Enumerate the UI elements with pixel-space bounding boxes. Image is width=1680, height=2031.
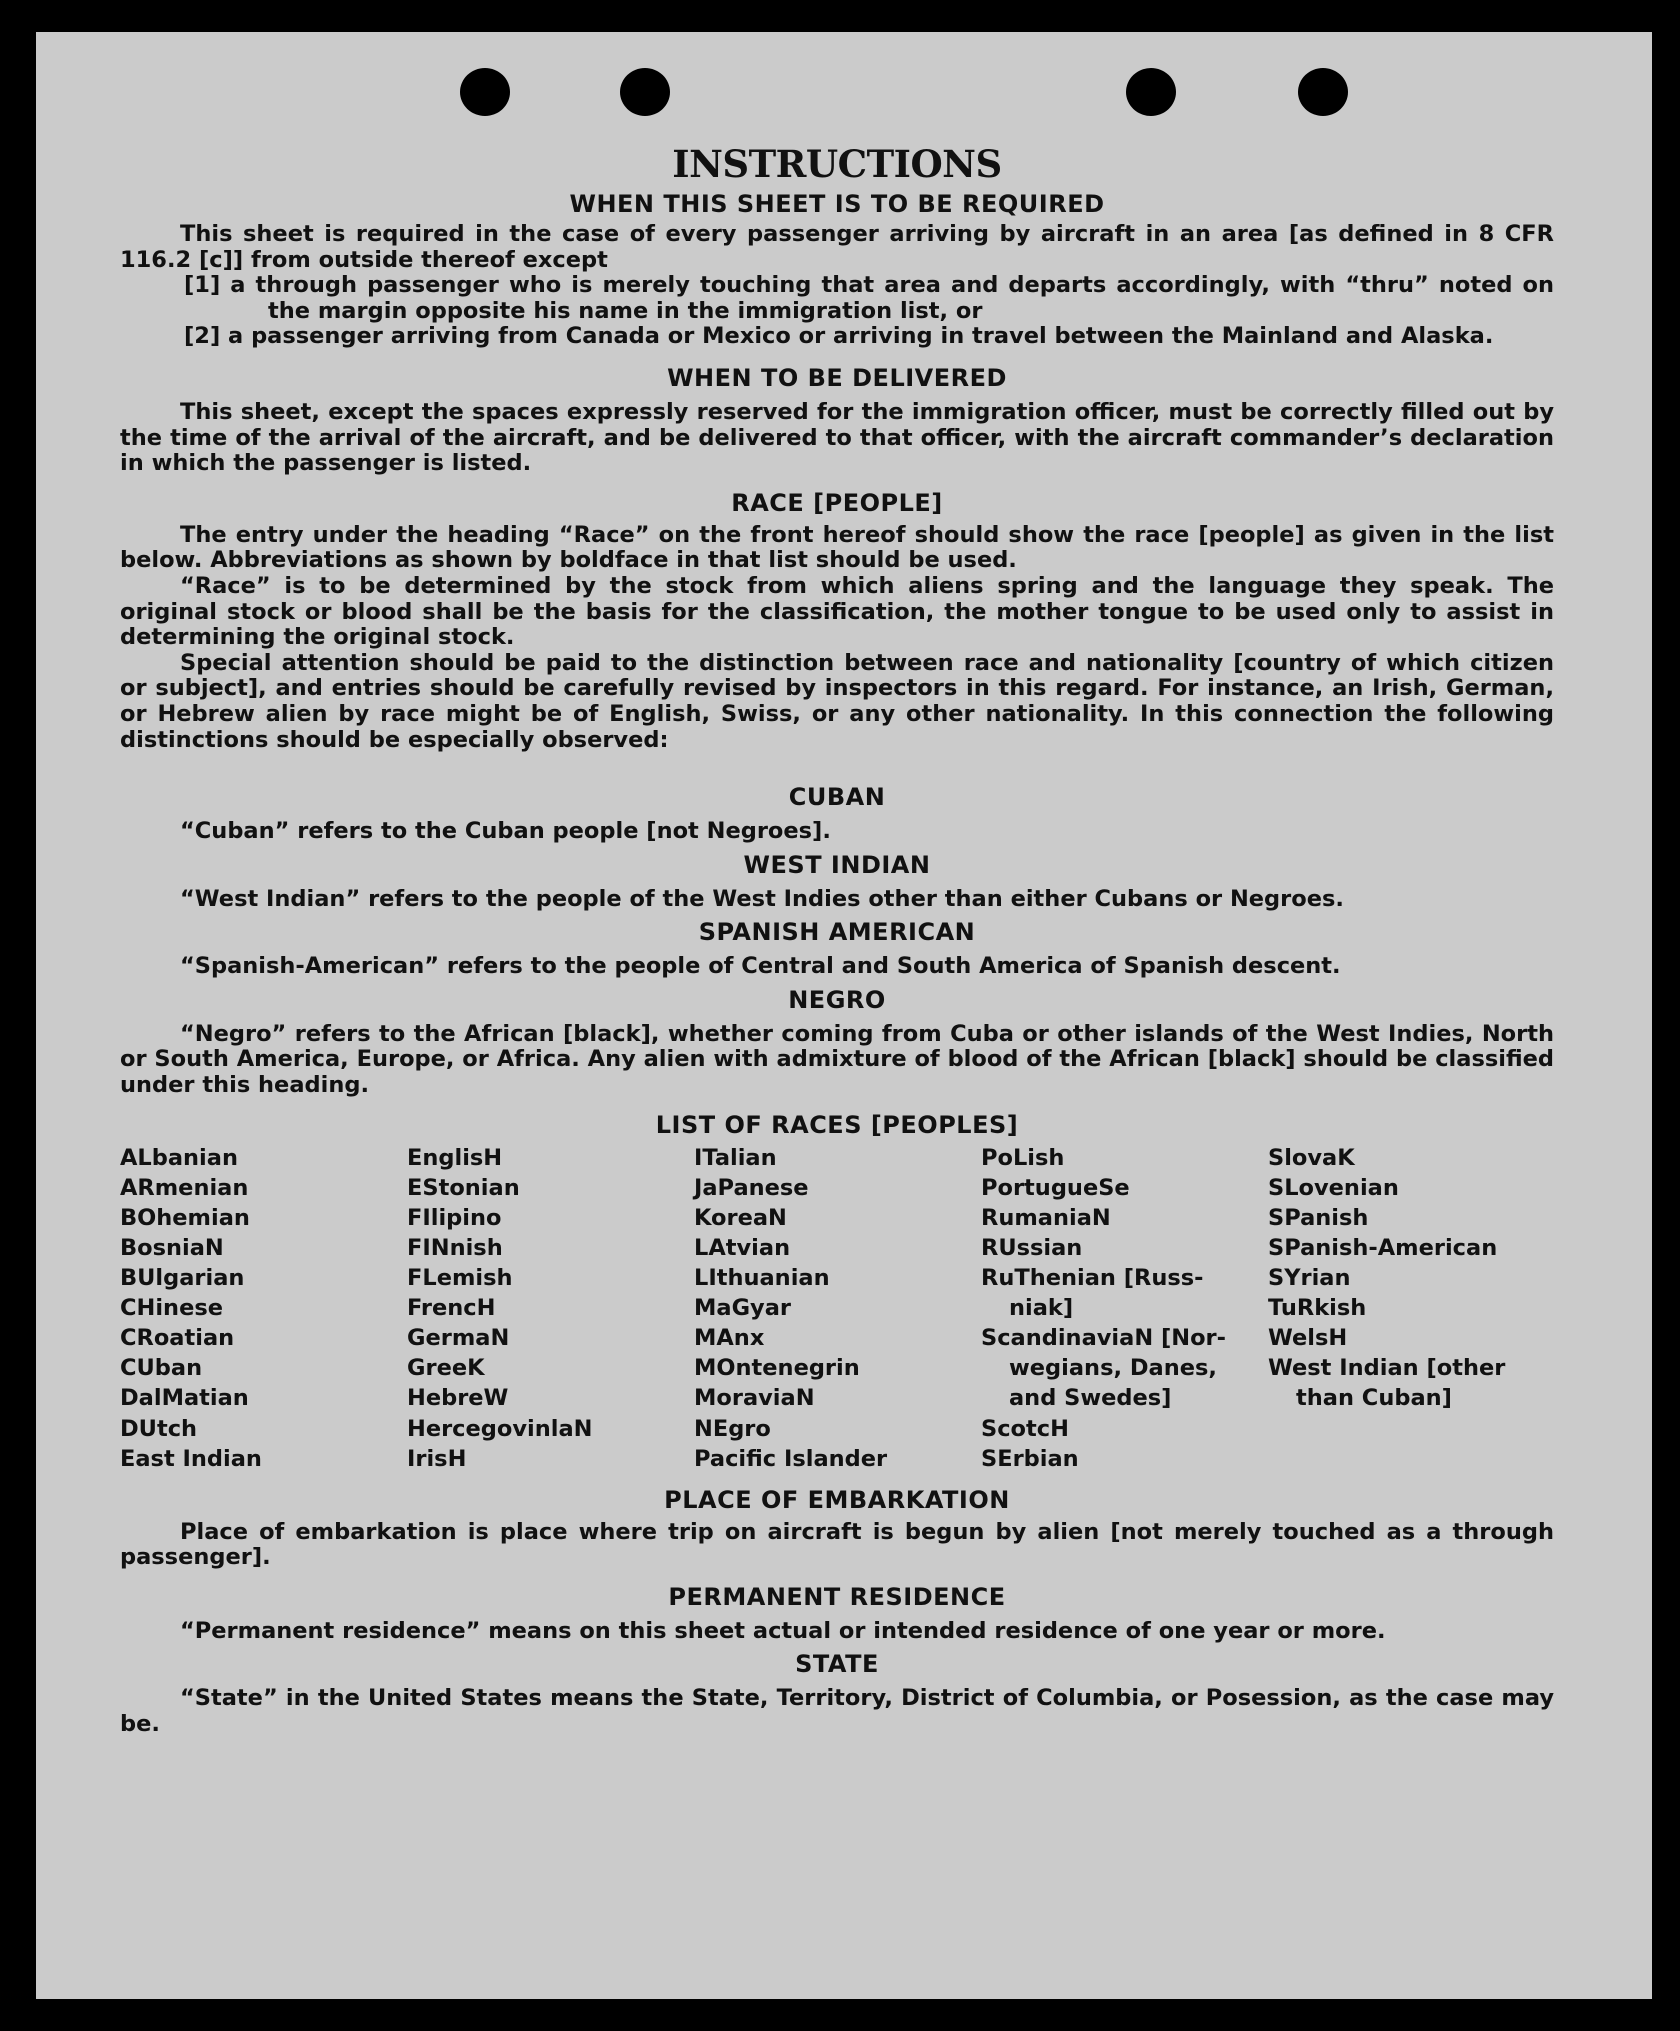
race-entry: GreeK xyxy=(407,1355,485,1382)
race-entry: IrisH xyxy=(407,1445,467,1472)
punch-hole xyxy=(620,68,670,116)
race-entry: DUtch xyxy=(120,1415,198,1442)
paragraph-negro: “Negro” refers to the African [black], whether coming from Cuba or other islands of the West Indies, North or South America, Europe, or Africa. Any alien with admixture of blood of the African [black] should be classified under this heading. xyxy=(120,1020,1554,1099)
races-column xyxy=(694,1143,981,1474)
paragraph-race-3: Special attention should be paid to the distinction between race and nationality [country of which citizen or subject], and entries should be carefully revised by inspectors in this regard. For instance, an Irish, German, or Hebrew alien by race might be of English, Swiss, or any other nationality. In this connection the following distinctions should be especially observed: xyxy=(120,649,1554,753)
races-column xyxy=(1268,1143,1554,1474)
races-column xyxy=(981,1143,1268,1474)
race-entry: SlovaK xyxy=(1268,1144,1355,1171)
race-entry: ITalian xyxy=(694,1144,777,1171)
race-entry: JaPanese xyxy=(694,1174,809,1201)
race-entry: MOntenegrin xyxy=(694,1355,860,1382)
race-entry: Pacific Islander xyxy=(694,1445,888,1472)
race-entry: MAnx xyxy=(694,1325,765,1352)
race-entry: East Indian xyxy=(120,1445,262,1472)
races-table xyxy=(120,1143,1554,1474)
heading-when-delivered: WHEN TO BE DELIVERED xyxy=(667,363,1007,392)
race-entry: FIlipino xyxy=(407,1204,502,1231)
race-entry: ScandinaviaN [Nor- xyxy=(981,1325,1226,1352)
race-entry: TuRkish xyxy=(1268,1295,1367,1322)
races-column xyxy=(120,1143,407,1474)
race-entry: CHinese xyxy=(120,1295,223,1322)
heading-list-of-races: LIST OF RACES [PEOPLES] xyxy=(655,1110,1019,1139)
race-entry: MaGyar xyxy=(694,1295,791,1322)
heading-race: RACE [PEOPLE] xyxy=(731,488,943,517)
paragraph-required-intro: This sheet is required in the case of every passenger arriving by aircraft in an area [as defined in 8 CFR 116.2 [c]] from outside thereof except xyxy=(120,221,1554,273)
race-entry: PoLish xyxy=(981,1144,1065,1171)
paragraph-spanish-american: “Spanish-American” refers to the people of Central and South America of Spanish descent. xyxy=(180,953,1341,980)
race-entry: RuThenian [Russ- xyxy=(981,1265,1204,1292)
paragraph-cuban: “Cuban” refers to the Cuban people [not Negroes]. xyxy=(180,818,831,845)
race-entry: BosniaN xyxy=(120,1234,224,1261)
race-entry: PortugueSe xyxy=(981,1174,1130,1201)
paragraph-delivery: This sheet, except the spaces expressly reserved for the immigration officer, must be correctly filled out by the time of the arrival of the aircraft, and be delivered to that officer, with the aircraft commander’s declaration in which the passenger is listed. xyxy=(120,398,1554,477)
race-entry: DalMatian xyxy=(120,1385,249,1412)
instructions-body xyxy=(120,142,1554,1738)
exception-item-2: [2] a passenger arriving from Canada or Mexico or arriving in travel between the Mainland and Alaska. xyxy=(184,323,1494,350)
heading-when-required: WHEN THIS SHEET IS TO BE REQUIRED xyxy=(569,190,1105,218)
race-entry: HebreW xyxy=(407,1385,509,1412)
paragraph-state: “State” in the United States means the State, Territory, District of Columbia, or Posession, as the case may be. xyxy=(120,1685,1554,1738)
race-entry: RUssian xyxy=(981,1234,1083,1261)
race-entry: HercegovinlaN xyxy=(407,1415,593,1442)
race-entry: SErbian xyxy=(981,1445,1079,1472)
race-entry: FLemish xyxy=(407,1265,513,1292)
paragraph-race-1: The entry under the heading “Race” on the front hereof should show the race [people] as given in the list below. Abbreviations as shown by boldface in that list should be used. xyxy=(120,521,1554,574)
race-entry: MoraviaN xyxy=(694,1385,815,1412)
race-entry: FINnish xyxy=(407,1234,503,1261)
race-entry: NEgro xyxy=(694,1415,771,1442)
race-entry: EStonian xyxy=(407,1174,520,1201)
race-entry: GermaN xyxy=(407,1325,510,1352)
race-entry: EnglisH xyxy=(407,1144,503,1171)
race-entry: KoreaN xyxy=(694,1204,787,1231)
race-entry: SLovenian xyxy=(1268,1174,1399,1201)
race-entry: BUlgarian xyxy=(120,1265,245,1292)
heading-cuban: CUBAN xyxy=(788,783,886,812)
heading-permanent-residence: PERMANENT RESIDENCE xyxy=(668,1582,1006,1611)
paragraph-embarkation: Place of embarkation is place where trip on aircraft is begun by alien [not merely touched as a through passenger]. xyxy=(120,1518,1554,1571)
paragraph-race-2: “Race” is to be determined by the stock from which aliens spring and the language they speak. The original stock or blood shall be the basis for the classification, the mother tongue to be used only to assist in determining the original stock. xyxy=(120,572,1554,651)
paragraph-residence: “Permanent residence” means on this sheet actual or intended residence of one year or more. xyxy=(180,1617,1386,1644)
race-entry: ScotcH xyxy=(981,1415,1069,1442)
page-title: INSTRUCTIONS xyxy=(672,142,1002,186)
punch-hole xyxy=(460,68,510,116)
race-entry: ARmenian xyxy=(120,1174,249,1201)
heading-state: STATE xyxy=(795,1650,879,1679)
race-entry: WelsH xyxy=(1268,1325,1348,1352)
exception-item-1: [1] a through passenger who is merely touching that area and departs accordingly, with “thru” noted on the margin opposite his name in the immigration list, or xyxy=(184,272,1554,324)
race-entry-continued: than Cuban] xyxy=(1296,1385,1452,1412)
race-entry: West Indian [other xyxy=(1268,1355,1506,1382)
heading-place-of-embarkation: PLACE OF EMBARKATION xyxy=(664,1485,1010,1514)
race-entry: SYrian xyxy=(1268,1265,1351,1292)
race-entry: FrencH xyxy=(407,1295,496,1322)
punch-hole xyxy=(1126,68,1176,116)
heading-west-indian: WEST INDIAN xyxy=(743,850,931,879)
race-entry: SPanish-American xyxy=(1268,1234,1498,1261)
punch-hole xyxy=(1298,68,1348,116)
race-entry: RumaniaN xyxy=(981,1204,1111,1231)
heading-spanish-american: SPANISH AMERICAN xyxy=(698,918,976,947)
race-entry-continued: and Swedes] xyxy=(1009,1385,1172,1412)
race-entry: ALbanian xyxy=(120,1144,238,1171)
heading-negro: NEGRO xyxy=(788,985,886,1014)
race-entry: CRoatian xyxy=(120,1325,235,1352)
race-entry: LIthuanian xyxy=(694,1265,830,1292)
race-entry: SPanish xyxy=(1268,1204,1369,1231)
race-entry: CUban xyxy=(120,1355,203,1382)
race-entry-continued: wegians, Danes, xyxy=(1009,1355,1217,1382)
race-entry: LAtvian xyxy=(694,1234,791,1261)
race-entry-continued: niak] xyxy=(1009,1295,1074,1322)
document-sheet xyxy=(36,32,1652,1999)
races-column xyxy=(407,1143,694,1474)
paragraph-west-indian: “West Indian” refers to the people of the West Indies other than either Cubans or Negroes. xyxy=(180,885,1344,912)
race-entry: BOhemian xyxy=(120,1204,250,1231)
